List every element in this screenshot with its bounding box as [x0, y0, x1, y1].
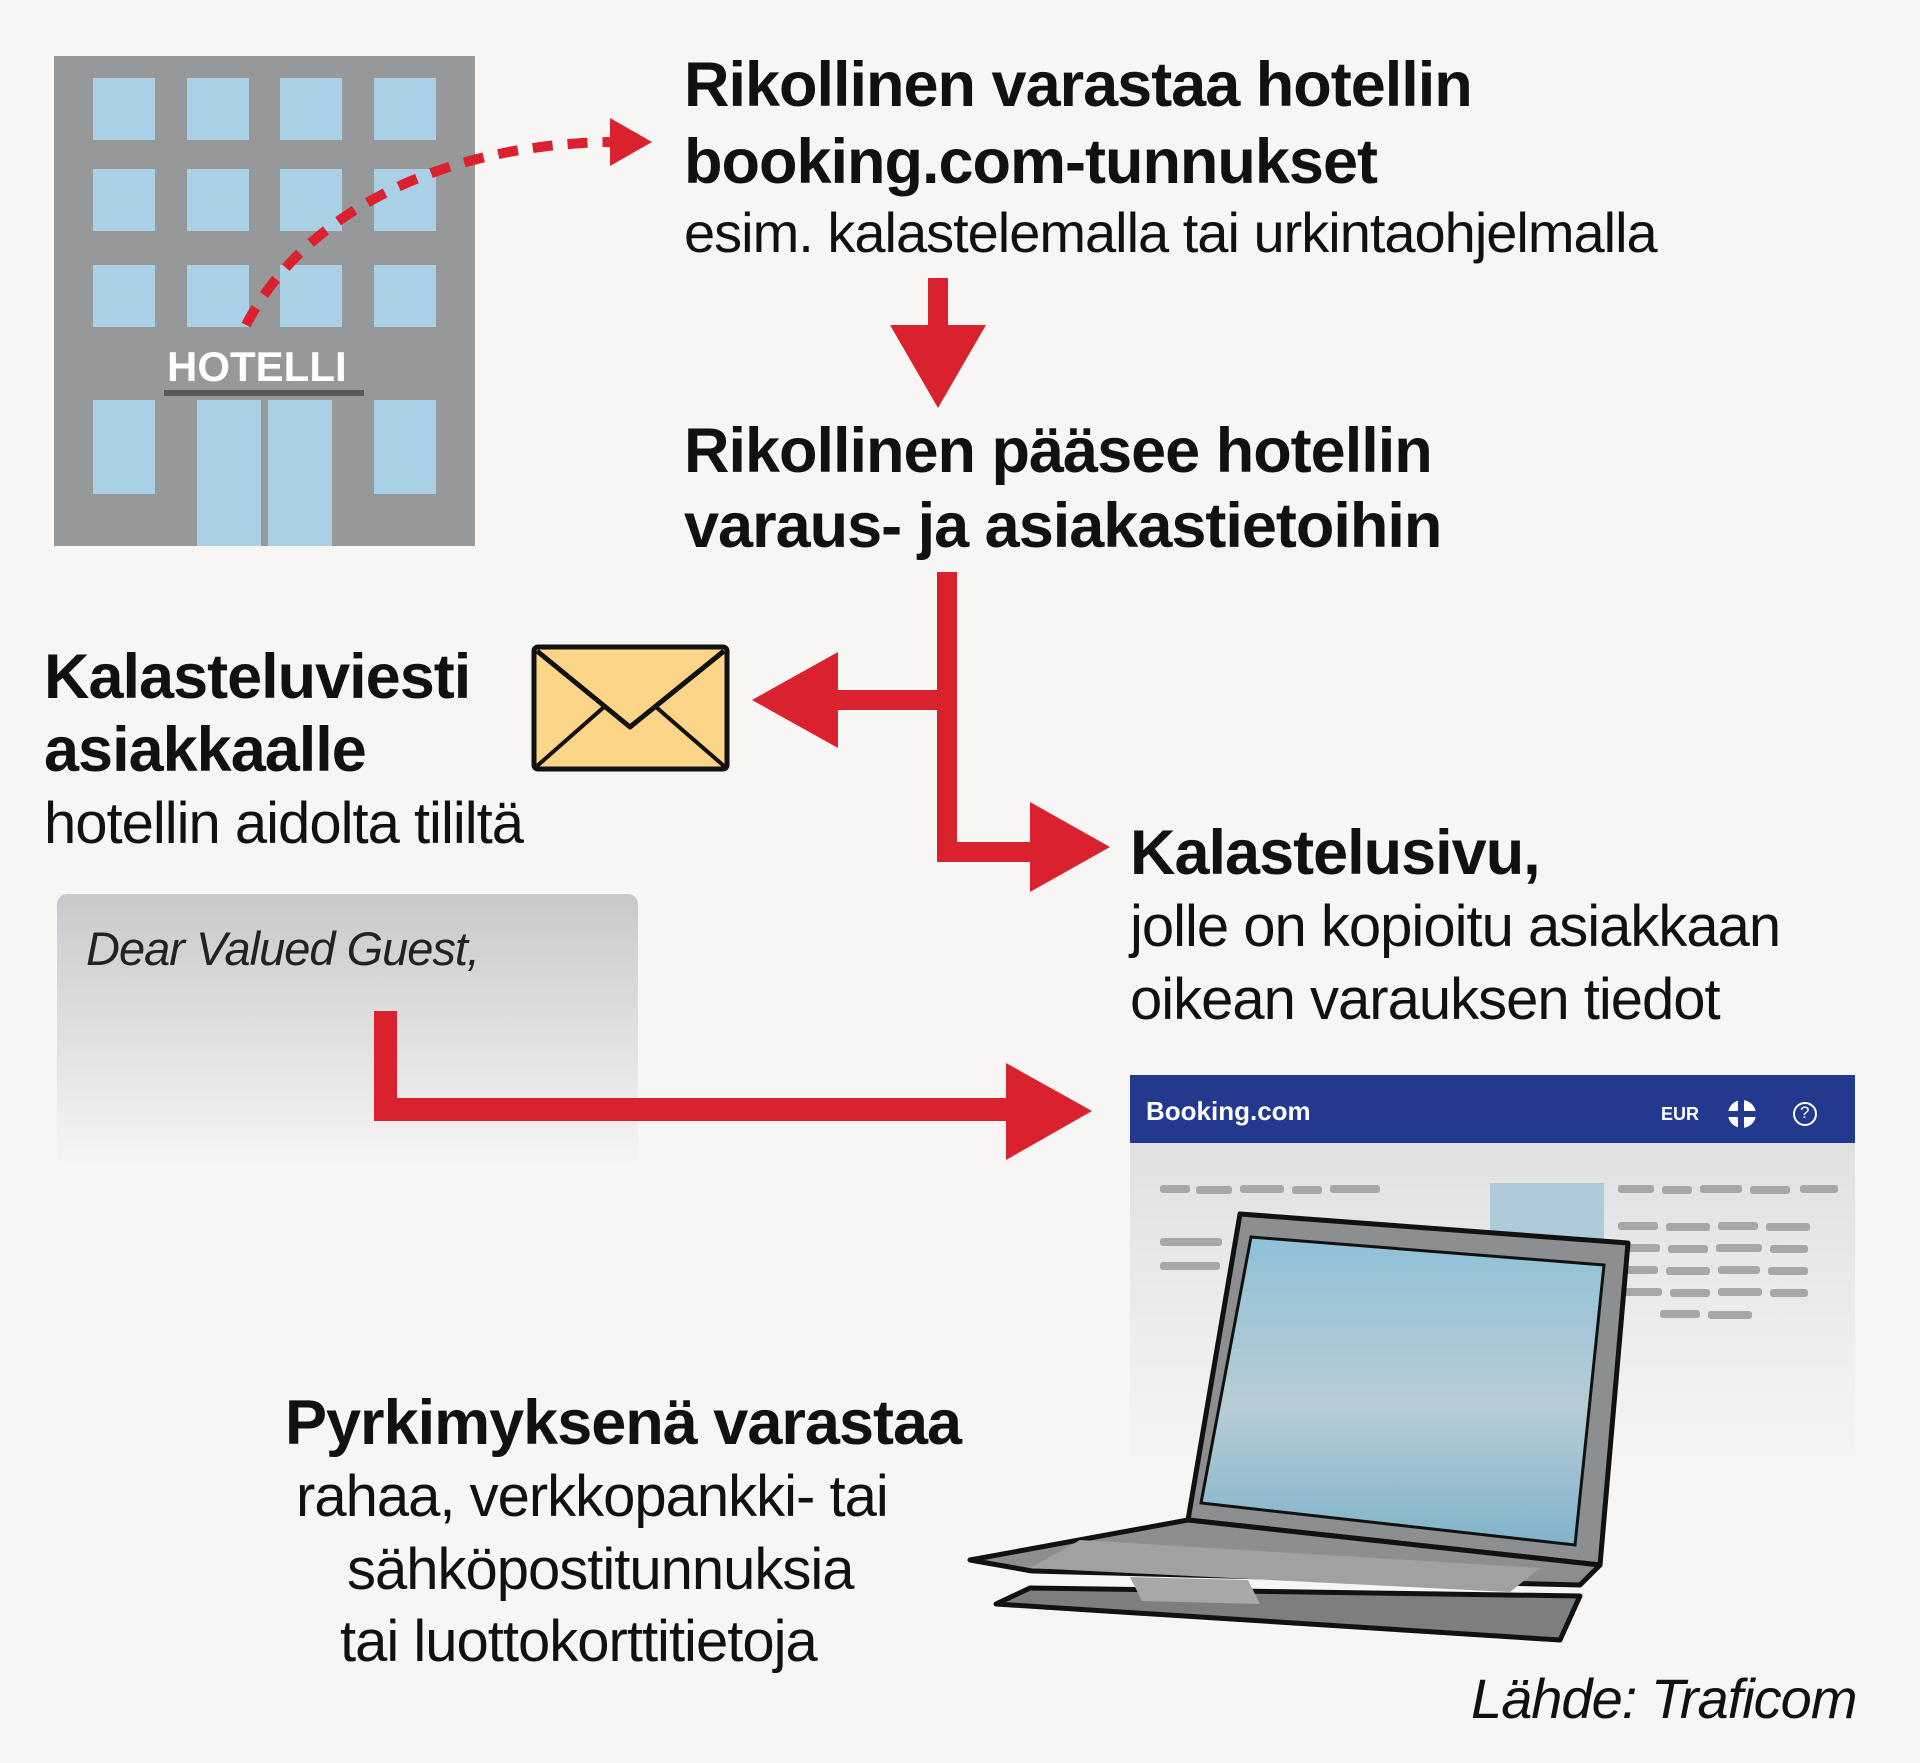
step4-subtitle-line2: oikean varauksen tiedot — [1130, 967, 1720, 1032]
step1-subtitle: esim. kalastelemalla tai urkintaohjelmalla — [684, 201, 1657, 264]
arrow-down — [890, 278, 986, 408]
step5-title: Pyrkimyksenä varastaa — [285, 1388, 962, 1458]
branch-arrow — [752, 572, 1110, 892]
step5-line2: sähköpostitunnuksia — [347, 1537, 854, 1602]
step3-title-line2: asiakkaalle — [44, 715, 366, 785]
step5-line1: rahaa, verkkopankki- tai — [296, 1464, 888, 1529]
hotel-sign: HOTELLI — [167, 343, 347, 390]
source-credit: Lähde: Traficom — [1471, 1667, 1857, 1730]
email-greeting: Dear Valued Guest, — [86, 922, 480, 975]
step1-title-line1: Rikollinen varastaa hotellin — [684, 50, 1472, 120]
booking-logo: Booking.com — [1146, 1096, 1311, 1126]
booking-currency: EUR — [1661, 1104, 1700, 1124]
envelope-icon — [534, 647, 727, 769]
hotel-building-icon — [54, 56, 475, 546]
step4-subtitle-line1: jolle on kopioitu asiakkaan — [1130, 894, 1781, 959]
step4-title: Kalastelusivu, — [1130, 818, 1540, 888]
help-question-mark: ? — [1800, 1103, 1810, 1122]
finland-flag-icon — [1728, 1100, 1756, 1128]
laptop-icon — [970, 1214, 1628, 1640]
step3-subtitle: hotellin aidolta tililtä — [44, 791, 523, 856]
step3-title-line1: Kalasteluviesti — [44, 642, 471, 712]
step2-title-line1: Rikollinen pääsee hotellin — [684, 416, 1432, 486]
step1-title-line2: booking.com-tunnukset — [684, 127, 1377, 197]
step5-line3: tai luottokorttitietoja — [340, 1609, 817, 1674]
step2-title-line2: varaus- ja asiakastietoihin — [684, 491, 1442, 561]
